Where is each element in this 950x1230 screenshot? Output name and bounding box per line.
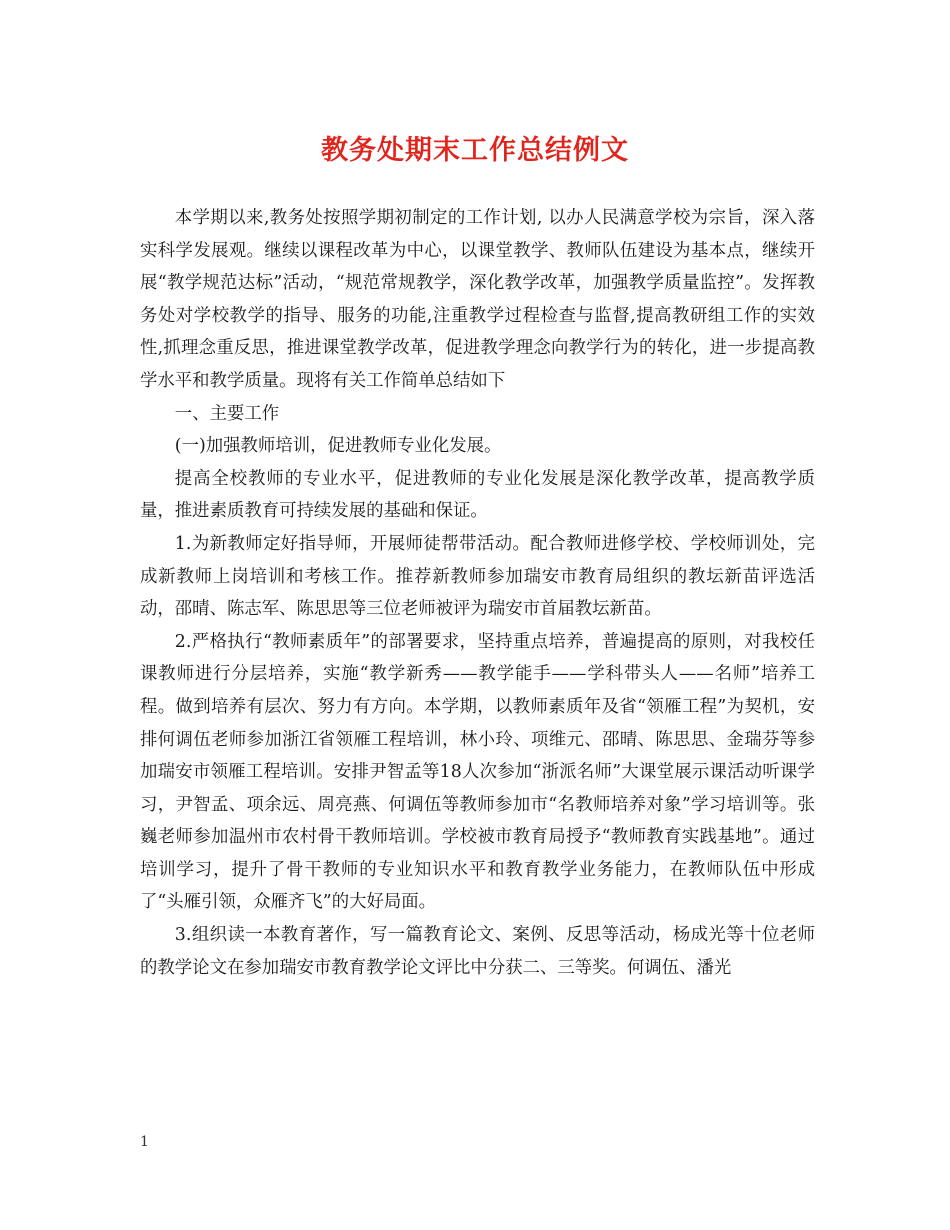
section-heading-main-work: 一、主要工作 <box>174 403 280 424</box>
subsection-heading-teacher-training: (一)加强教师培训，促进教师专业化发展。 <box>174 436 502 457</box>
paragraph-item-2: 2.严格执行“教师素质年”的部署要求，坚持重点培养，普遍提高的原则，对我校任课教师进行分层培养，实施“教学新秀——教学能手——学科带头人——名师”培养工程。做到培养有层次、努力有方向。本学期，以教师素质年及省“领雁工程”为契机，安排何调伍老师参加浙江省领雁工程培训，林小玲、项维元、邵晴、陈思思、金瑞芬等参加瑞安市领雁工程培训。安排尹智孟等18人次参加“浙派名师”大课堂展示课活动听课学习，尹智孟、项余远、周亮燕、何调伍等教师参加市“名教师培养对象”学习培训等。张巍老师参加温州市农村骨干教师培训。学校被市教育局授予“教师教育实践基地”。通过培训学习，提升了骨干教师的专业知识水平和教育教学业务能力，在教师队伍中形成了“头雁引领，众雁齐飞”的大好局面。 <box>140 631 815 913</box>
document-title: 教务处期末工作总结例文 <box>321 135 629 166</box>
paragraph-intro: 本学期以来,教务处按照学期初制定的工作计划, 以办人民满意学校为宗旨，深入落实科学发展观。继续以课程改革为中心，以课堂教学、教师队伍建设为基本点，继续开展“教学规范达标”活动，“规范常规教学，深化教学改革，加强教学质量监控”。发挥教务处对学校教学的指导、服务的功能,注重教学过程检查与监督,提高教研组工作的实效性,抓理念重反思，推进课堂教学改革，促进教学理念向教学行为的转化，进一步提高教学水平和教学质量。现将有关工作简单总结如下 <box>140 208 815 391</box>
page-number: 1 <box>140 1134 149 1150</box>
paragraph-item-1: 1.为新教师定好指导师，开展师徒帮带活动。配合教师进修学校、学校师训处，完成新教师上岗培训和考核工作。推荐新教师参加瑞安市教育局组织的教坛新苗评选活动，邵晴、陈志军、陈思思等三位老师被评为瑞安市首届教坛新苗。 <box>140 533 815 620</box>
document-body <box>140 202 815 984</box>
paragraph-training-purpose: 提高全校教师的专业水平，促进教师的专业化发展是深化教学改革，提高教学质量，推进素质教育可持续发展的基础和保证。 <box>140 468 815 522</box>
paragraph-item-3: 3.组织读一本教育著作，写一篇教育论文、案例、反思等活动，杨成光等十位老师的教学论文在参加瑞安市教育教学论文评比中分获二、三等奖。何调伍、潘光 <box>140 925 815 978</box>
